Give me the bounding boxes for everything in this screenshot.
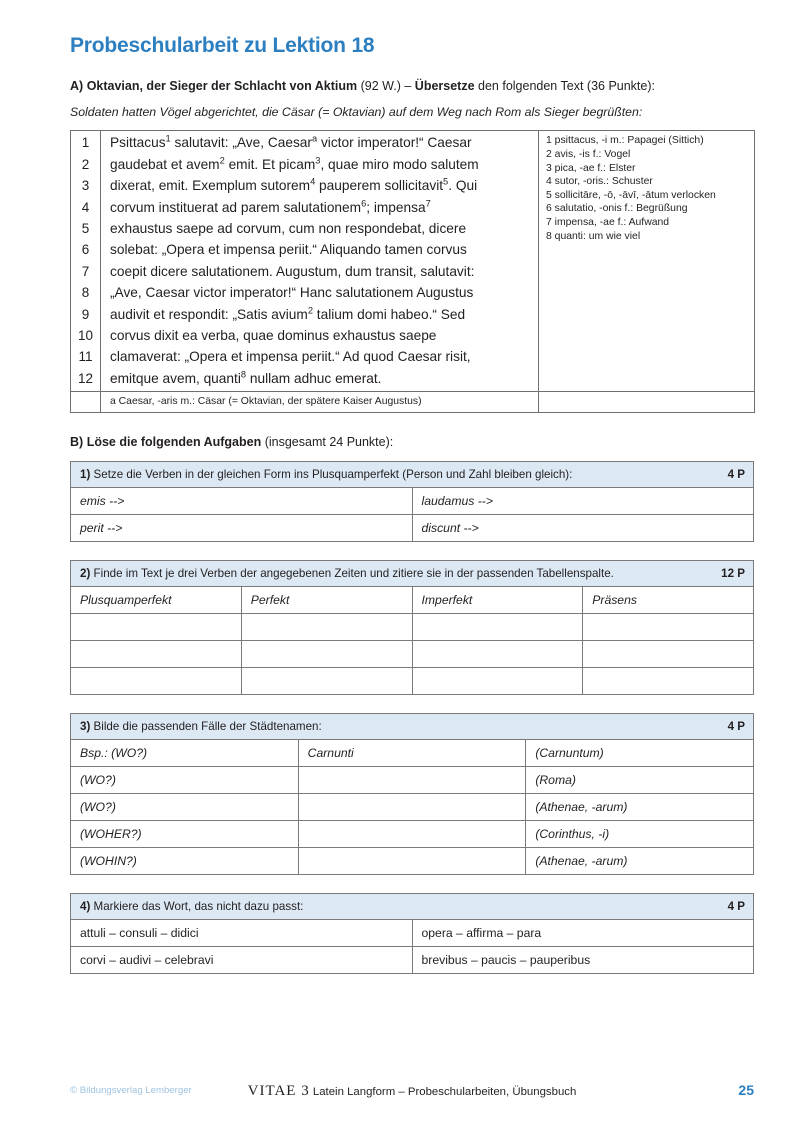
exercise-3-points: 4 P <box>727 720 745 734</box>
answer-cell[interactable] <box>583 641 754 668</box>
answer-cell[interactable] <box>241 668 412 695</box>
exercise-1-number: 1) <box>80 468 91 482</box>
vocab-entry: 5 sollicitāre, -ō, -āvī, -ātum verlocken <box>546 189 716 201</box>
line-number: 10 <box>77 327 94 343</box>
footer-center <box>70 1083 754 1100</box>
answer-cell[interactable]: discunt --> <box>412 515 754 542</box>
table-row <box>71 641 754 668</box>
exercise-1-instruction: Setze die Verben in der gleichen Form ins Plusquamperfekt (Person und Zahl bleiben gleich): <box>90 468 573 482</box>
case-question-cell: Bsp.: (WO?) <box>71 740 299 767</box>
exercise-3-table <box>70 713 754 875</box>
answer-cell[interactable] <box>412 641 583 668</box>
answer-cell[interactable] <box>71 641 242 668</box>
footnote-text: a Caesar, -aris m.: Cäsar (= Oktavian, der spätere Kaiser Augustus) <box>101 392 539 413</box>
latin-line: audivit et respondit: „Satis avium$^2$ talium domi habeo.“ Sed <box>110 305 466 322</box>
city-name-cell: (Roma) <box>526 767 754 794</box>
exercise-3-number: 3) <box>80 720 91 734</box>
latin-line: clamaverat: „Opera et impensa periit.“ Ad quod Caesar risit, <box>110 349 471 365</box>
city-name-cell: (Corinthus, -i) <box>526 821 754 848</box>
exercise-3 <box>70 713 754 875</box>
table-row <box>71 848 754 875</box>
exercise-4-number: 4) <box>80 900 91 914</box>
answer-cell[interactable]: emis --> <box>71 488 413 515</box>
column-header: Präsens <box>583 587 754 614</box>
table-header-row <box>71 587 754 614</box>
section-b-heading <box>70 435 754 449</box>
answer-cell[interactable]: laudamus --> <box>412 488 754 515</box>
table-row <box>71 947 754 974</box>
exercise-3-instruction: Bilde die passenden Fälle der Städtenamen: <box>90 720 322 734</box>
answer-cell[interactable] <box>583 614 754 641</box>
latin-line: coepit dicere salutationem. Augustum, dum transit, salutavit: <box>110 263 475 279</box>
city-name-cell: (Athenae, -arum) <box>526 794 754 821</box>
exercise-2-table <box>70 560 754 695</box>
word-group-cell[interactable]: attuli – consuli – didici <box>71 920 413 947</box>
line-number: 11 <box>78 349 93 365</box>
vocab-entry: 2 avis, -is f.: Vogel <box>546 149 631 161</box>
footnote-empty-cell <box>539 392 755 413</box>
case-question-cell: (WO?) <box>71 767 299 794</box>
section-a-task-verb: Übersetze <box>414 79 475 93</box>
answer-cell[interactable] <box>412 614 583 641</box>
word-group-cell[interactable]: corvi – audivi – celebravi <box>71 947 413 974</box>
section-a-title: Oktavian, der Sieger der Schlacht von Aktium <box>86 79 358 93</box>
word-group-cell[interactable]: opera – affirma – para <box>412 920 754 947</box>
vocab-entry: 4 sutor, -oris.: Schuster <box>546 176 653 188</box>
answer-cell[interactable] <box>298 794 526 821</box>
line-number: 7 <box>81 263 90 279</box>
exercise-2 <box>70 560 754 695</box>
line-number: 4 <box>81 199 90 215</box>
vocab-entry: 8 quanti: um wie viel <box>546 230 641 242</box>
footer-subtitle: Latein Langform – Probeschularbeiten, Übungsbuch <box>309 1086 577 1098</box>
page-number: 25 <box>738 1082 754 1098</box>
vocab-entry: 1 psittacus, -i m.: Papagei (Sittich) <box>546 135 704 147</box>
exercise-3-header <box>71 714 754 740</box>
latin-line: „Ave, Caesar victor imperator!“ Hanc salutationem Augustus <box>110 285 474 301</box>
section-a-mid: (92 W.) – <box>357 79 415 93</box>
exercise-4-table <box>70 893 754 974</box>
brand-name: VITAE 3 <box>247 1083 310 1099</box>
latin-line: emitque avem, quanti$^8$ nullam adhuc emerat. <box>110 369 382 386</box>
answer-cell[interactable] <box>412 668 583 695</box>
table-row <box>71 668 754 695</box>
city-name-cell: (Carnuntum) <box>526 740 754 767</box>
latin-text-column <box>101 131 539 392</box>
line-number: 3 <box>81 178 90 194</box>
answer-cell[interactable] <box>298 821 526 848</box>
line-number: 9 <box>81 306 90 322</box>
section-b-rest: (insgesamt 24 Punkte): <box>261 435 394 450</box>
line-number: 2 <box>81 156 90 172</box>
latin-line: Psittacus$^1$ salutavit: „Ave, Caesar$^a$ victor imperator!“ Caesar <box>110 133 472 151</box>
answer-cell[interactable] <box>583 668 754 695</box>
exercise-1 <box>70 461 754 542</box>
exercise-2-number: 2) <box>80 567 91 581</box>
word-group-cell[interactable]: brevibus – paucis – pauperibus <box>412 947 754 974</box>
table-row <box>71 767 754 794</box>
exercise-1-header <box>71 462 754 488</box>
line-number: 1 <box>81 135 90 151</box>
section-b-label: B) <box>70 435 84 450</box>
exercise-4-points: 4 P <box>727 900 745 914</box>
latin-text-table <box>70 130 755 413</box>
exercise-1-points: 4 P <box>727 468 745 482</box>
exercise-2-header <box>71 561 754 587</box>
page-title: Probeschularbeit zu Lektion 18 <box>70 34 375 57</box>
latin-line: gaudebat et avem$^2$ emit. Et picam$^3$, quae miro modo salutem <box>110 155 479 172</box>
latin-line: dixerat, emit. Exemplum sutorem$^4$ pauperem sollicitavit$^5$. Qui <box>110 176 478 194</box>
section-a-label: A) <box>70 79 84 93</box>
section-b-title: Löse die folgenden Aufgaben <box>86 435 262 450</box>
line-number: 8 <box>81 285 90 301</box>
answer-cell[interactable] <box>71 668 242 695</box>
latin-line: exhaustus saepe ad corvum, cum non respondebat, dicere <box>110 221 467 237</box>
answer-cell[interactable] <box>298 848 526 875</box>
section-a-rest: den folgenden Text (36 Punkte): <box>474 79 655 93</box>
section-a-heading <box>70 78 754 95</box>
line-number: 5 <box>81 221 90 237</box>
case-question-cell: (WO?) <box>71 794 299 821</box>
latin-line: corvum instituerat ad parem salutationem$^6$; impensa$^7$ <box>110 198 431 215</box>
column-header: Perfekt <box>241 587 412 614</box>
exercise-4-instruction: Markiere das Wort, das nicht dazu passt: <box>90 900 304 914</box>
table-row <box>71 515 754 542</box>
exercise-2-points: 12 P <box>721 567 745 581</box>
exercise-1-table <box>70 461 754 542</box>
answer-cell[interactable]: Carnunti <box>298 740 526 767</box>
answer-cell[interactable] <box>71 614 242 641</box>
case-question-cell: (WOHIN?) <box>71 848 299 875</box>
line-numbers-column <box>71 131 101 392</box>
column-header: Plusquamperfekt <box>71 587 242 614</box>
vocab-entry: 6 salutatio, -onis f.: Begrüßung <box>546 203 688 215</box>
exercise-4-header <box>71 894 754 920</box>
answer-cell[interactable] <box>241 641 412 668</box>
copyright-text: © Bildungsverlag Lemberger <box>70 1085 192 1096</box>
exercise-2-instruction: Finde im Text je drei Verben der angegebenen Zeiten und zitiere sie in der passenden Tabellenspalte. <box>90 567 614 581</box>
answer-cell[interactable] <box>298 767 526 794</box>
city-name-cell: (Athenae, -arum) <box>526 848 754 875</box>
table-row <box>71 614 754 641</box>
page-footer <box>70 1083 754 1103</box>
footnote-number-cell <box>71 392 101 413</box>
table-row <box>71 488 754 515</box>
exercise-4 <box>70 893 754 974</box>
answer-cell[interactable]: perit --> <box>71 515 413 542</box>
answer-cell[interactable] <box>241 614 412 641</box>
vocabulary-column <box>539 131 755 392</box>
latin-line: solebat: „Opera et impensa periit.“ Aliquando tamen corvus <box>110 242 467 258</box>
latin-line: corvus dixit ea verba, quae dominus exhaustus saepe <box>110 327 437 343</box>
vocab-entry: 3 pica, -ae f.: Elster <box>546 162 636 174</box>
vocab-entry: 7 impensa, -ae f.: Aufwand <box>546 217 670 229</box>
section-a-intro: Soldaten hatten Vögel abgerichtet, die Cäsar (= Oktavian) auf dem Weg nach Rom als Sieger begrüßten: <box>70 104 643 119</box>
table-row <box>71 794 754 821</box>
case-question-cell: (WOHER?) <box>71 821 299 848</box>
line-number: 12 <box>77 370 94 386</box>
table-row <box>71 740 754 767</box>
table-row <box>71 821 754 848</box>
line-number: 6 <box>81 242 90 258</box>
column-header: Imperfekt <box>412 587 583 614</box>
table-row <box>71 920 754 947</box>
